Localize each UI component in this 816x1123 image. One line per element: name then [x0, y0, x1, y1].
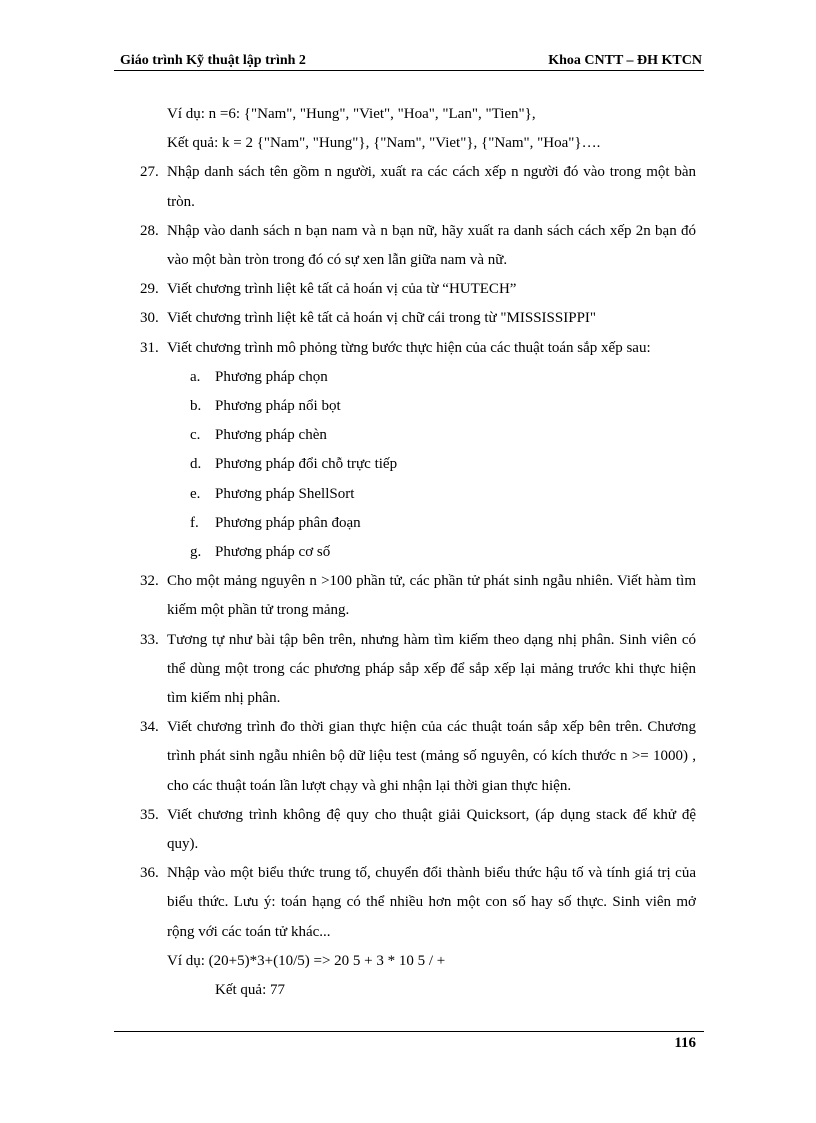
exercise-text: Viết chương trình liệt kê tất cả hoán vị chữ cái trong từ "MISSISSIPPI"	[167, 310, 597, 327]
page-header	[114, 52, 704, 71]
subitem-text: Phương pháp chèn	[215, 427, 327, 444]
subitem-text: Phương pháp ShellSort	[215, 485, 355, 502]
exercise-34	[140, 713, 696, 801]
exercise-text: Viết chương trình liệt kê tất cả hoán vị của từ “HUTECH”	[167, 281, 517, 298]
footer-divider	[114, 1031, 704, 1032]
subitem-text: Phương pháp nổi bọt	[215, 398, 341, 415]
exercise-number: 31.	[140, 339, 159, 356]
exercise-27	[140, 158, 696, 216]
exercise-number: 28.	[140, 222, 159, 239]
exercise-number: 29.	[140, 281, 159, 298]
exercise-number: 27.	[140, 164, 159, 181]
exercise-number: 34.	[140, 719, 159, 736]
exercise-number: 35.	[140, 806, 159, 823]
subitem-letter: e.	[190, 485, 201, 502]
expression-example: Ví dụ: (20+5)*3+(10/5) => 20 5 + 3 * 10 5 / +	[167, 952, 446, 969]
example-input-line: Ví dụ: n =6: {"Nam", "Hung", "Viet", "Hoa", "Lan", "Tien"},	[167, 106, 536, 122]
header-book-title: Giáo trình Kỹ thuật lập trình 2	[120, 53, 306, 68]
exercise-list	[140, 100, 696, 1005]
exercise-text: Viết chương trình không đệ quy cho thuật giải Quicksort, (áp dụng stack để khử đệ quy).	[167, 806, 696, 853]
exercise-text: Cho một mảng nguyên n >100 phần tử, các phần tử phát sinh ngẫu nhiên. Viết hàm tìm kiếm một phần tử trong mảng.	[167, 573, 696, 619]
exercise-32	[140, 567, 696, 625]
exercise-number: 36.	[140, 865, 159, 882]
sort-method-g	[140, 538, 696, 567]
subitem-letter: a.	[190, 368, 201, 385]
sort-method-e	[140, 480, 696, 509]
subitem-letter: b.	[190, 398, 202, 415]
sort-method-d	[140, 450, 696, 479]
sort-method-f	[140, 509, 696, 538]
exercise-text: Tương tự như bài tập bên trên, nhưng hàm tìm kiếm theo dạng nhị phân. Sinh viên có thể dùng một trong các phương pháp sắp xếp để sắp xếp lại mảng trước khi thực hiện tìm kiếm nhị phân.	[167, 631, 696, 707]
exercise-text: Viết chương trình đo thời gian thực hiện của các thuật toán sắp xếp bên trên. Chương trình phát sinh ngẫu nhiên bộ dữ liệu test (mảng số nguyên, có kích thước n >= 1000) , cho các thuật toán lần lượt chạy và ghi nhận lại thời gian thực hiện.	[167, 719, 696, 794]
header-faculty: Khoa CNTT – ĐH KTCN	[548, 53, 702, 68]
exercise-text: Nhập vào danh sách n bạn nam và n bạn nữ, hãy xuất ra danh sách cách xếp 2n bạn đó vào một bàn tròn trong đó có sự xen lẫn giữa nam và nữ.	[167, 222, 696, 269]
subitem-text: Phương pháp phân đoạn	[215, 514, 361, 531]
sort-method-c	[140, 421, 696, 450]
page-number: 116	[674, 1035, 696, 1051]
exercise-number: 30.	[140, 310, 159, 327]
exercise-text: Nhập vào một biểu thức trung tố, chuyển đổi thành biểu thức hậu tố và tính giá trị của biểu thức. Lưu ý: toán hạng có thể nhiều hơn một con số hay số thực. Sinh viên mở rộng với các toán tử khác...	[167, 865, 696, 940]
subitem-letter: g.	[190, 544, 202, 561]
exercise-text: Viết chương trình mô phỏng từng bước thực hiện của các thuật toán sắp xếp sau:	[167, 339, 651, 356]
sort-method-b	[140, 392, 696, 421]
subitem-letter: c.	[190, 427, 201, 444]
exercise-36	[140, 859, 696, 947]
expression-result: Kết quả: 77	[215, 982, 285, 999]
subitem-letter: f.	[190, 514, 199, 531]
example-result-line: Kết quả: k = 2 {"Nam", "Hung"}, {"Nam", "Viet"}, {"Nam", "Hoa"}….	[167, 135, 601, 152]
exercise-text: Nhập danh sách tên gồm n người, xuất ra các cách xếp n người đó vào trong một bàn tròn.	[167, 164, 696, 210]
exercise-33	[140, 626, 696, 714]
subitem-text: Phương pháp đổi chỗ trực tiếp	[215, 456, 398, 473]
exercise-30	[140, 304, 696, 333]
exercise-number: 32.	[140, 573, 159, 590]
exercise-number: 33.	[140, 631, 159, 648]
subitem-letter: d.	[190, 456, 202, 473]
subitem-text: Phương pháp chọn	[215, 368, 328, 385]
exercise-29	[140, 275, 696, 304]
exercise-31	[140, 334, 696, 363]
subitem-text: Phương pháp cơ số	[215, 544, 331, 561]
exercise-35	[140, 801, 696, 859]
exercise-28	[140, 217, 696, 275]
sort-method-a	[140, 363, 696, 392]
